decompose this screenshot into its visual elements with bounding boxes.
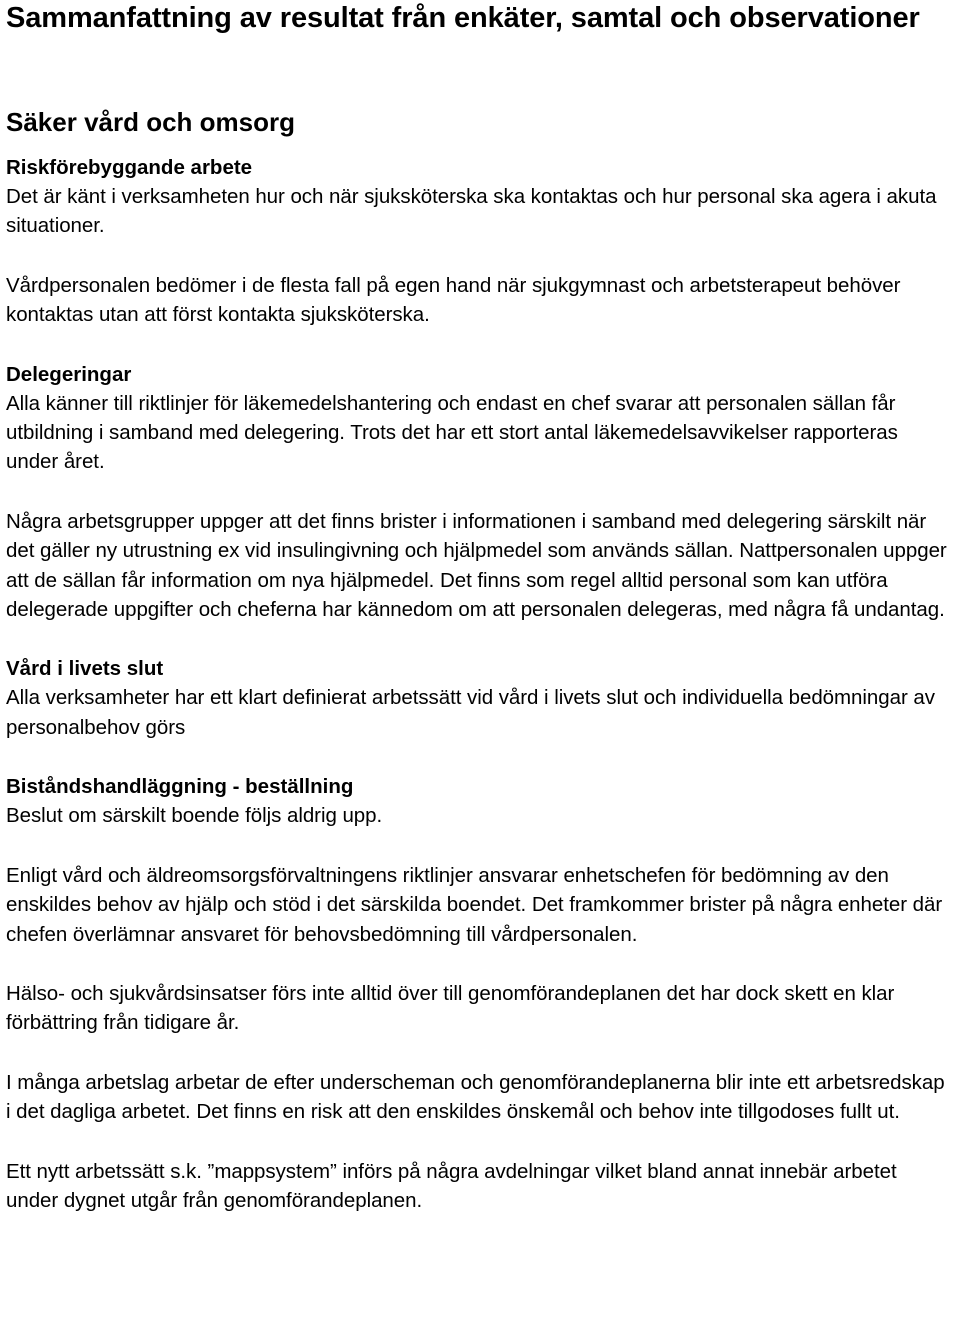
paragraph: Hälso- och sjukvårdsinsatser förs inte alltid över till genomförandeplanen det har dock skett en klar förbättring från tidigare år. [6,981,895,1035]
paragraph: Enligt vård och äldreomsorgsförvaltningens riktlinjer ansvarar enhetschefen för bedömning av den enskildes behov av hjälp och stöd i det särskilda boendet. Det framkommer brister på några enheter där chefen överlämnar ansvaret för behovsbedömning till vårdpersonalen. [6,863,943,946]
subheading-bistandshandlaggning: Biståndshandläggning - beställning [6,775,354,799]
paragraph: I många arbetslag arbetar de efter underscheman och genomförandeplanerna blir inte ett arbetsredskap i det dagliga arbetet. Det finns en risk att den enskildes önskemål och behov inte tillgodoses fullt ut. [6,1070,945,1124]
block-bistandshandlaggning [6,772,954,1215]
section-title: Säker vård och omsorg [6,107,295,137]
paragraph: Vårdpersonalen bedömer i de flesta fall på egen hand när sjukgymnast och arbetsterapeut behöver kontaktas utan att först kontakta sjuksköterska. [6,273,901,327]
subheading-riskforebyggande: Riskförebyggande arbete [6,156,253,179]
document-title: Sammanfattning av resultat från enkäter, samtal och observationer [6,2,920,34]
subheading-delegeringar: Delegeringar [6,362,132,386]
paragraph: Beslut om särskilt boende följs aldrig upp. [6,804,383,828]
paragraph: Några arbetsgrupper uppger att det finns brister i informationen i samband med delegering särskilt när det gäller ny utrustning ex vid insulingivning och hjälpmedel som används sällan. Nattpersonalen uppger att de sällan får information om nya hjälpmedel. Det finns som regel alltid personal som kan utföra delegerade uppgifter och cheferna har kännedom om att personalen delegeras, med några få undantag. [6,509,947,622]
subheading-vard-i-livets-slut: Vård i livets slut [6,657,164,681]
block-delegeringar [6,360,954,625]
block-vard-i-livets-slut [6,654,954,742]
block-riskforebyggande [6,153,954,330]
paragraph: Ett nytt arbetssätt s.k. ”mappsystem” införs på några avdelningar vilket bland annat innebär arbetet under dygnet utgår från genomförandeplanen. [6,1159,897,1212]
paragraph: Alla verksamheter har ett klart definierat arbetssätt vid vård i livets slut och individuella bedömningar av personalbehov görs [6,686,935,739]
paragraph: Det är känt i verksamheten hur och när sjuksköterska ska kontaktas och hur personal ska agera i akuta situationer. [6,185,937,238]
paragraph: Alla känner till riktlinjer för läkemedelshantering och endast en chef svarar att personalen sällan får utbildning i samband med delegering. Trots det har ett stort antal läkemedelsavvikelser rapporteras under året. [6,391,898,474]
